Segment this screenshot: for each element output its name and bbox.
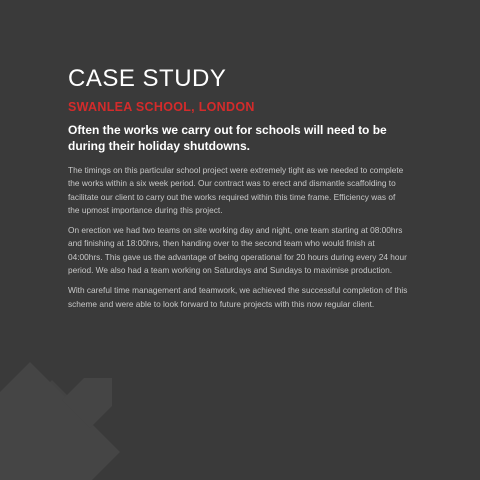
body-paragraph: The timings on this particular school project were extremely tight as we needed to complete the works within a six week period. Our contract was to erect and dismantle scaffolding to facilitate our client to carry out the works required within this time frame. Efficiency was of the upmost importance during this project. [68, 165, 404, 215]
case-study-content [68, 64, 408, 311]
body-paragraph: On erection we had two teams on site working day and night, one team starting at 08:00hrs and finishing at 18:00hrs, then handing over to the second team who would finish at 04:00hrs. This gave us the advantage of being operational for 20 hours during every 24 hour period. We also had a team working on Saturdays and Sundays to maximise production. [68, 225, 407, 276]
page-title: CASE STUDY [68, 65, 227, 92]
case-study-subtitle: SWANLEA SCHOOL, LONDON [68, 100, 255, 114]
x-logo-icon [0, 340, 120, 480]
lead-paragraph: Often the works we carry out for schools will need to be during their holiday shutdowns. [68, 123, 387, 153]
body-paragraph: With careful time management and teamwork, we achieved the successful completion of this scheme and were able to look forward to future projects with this now regular client. [68, 285, 408, 309]
